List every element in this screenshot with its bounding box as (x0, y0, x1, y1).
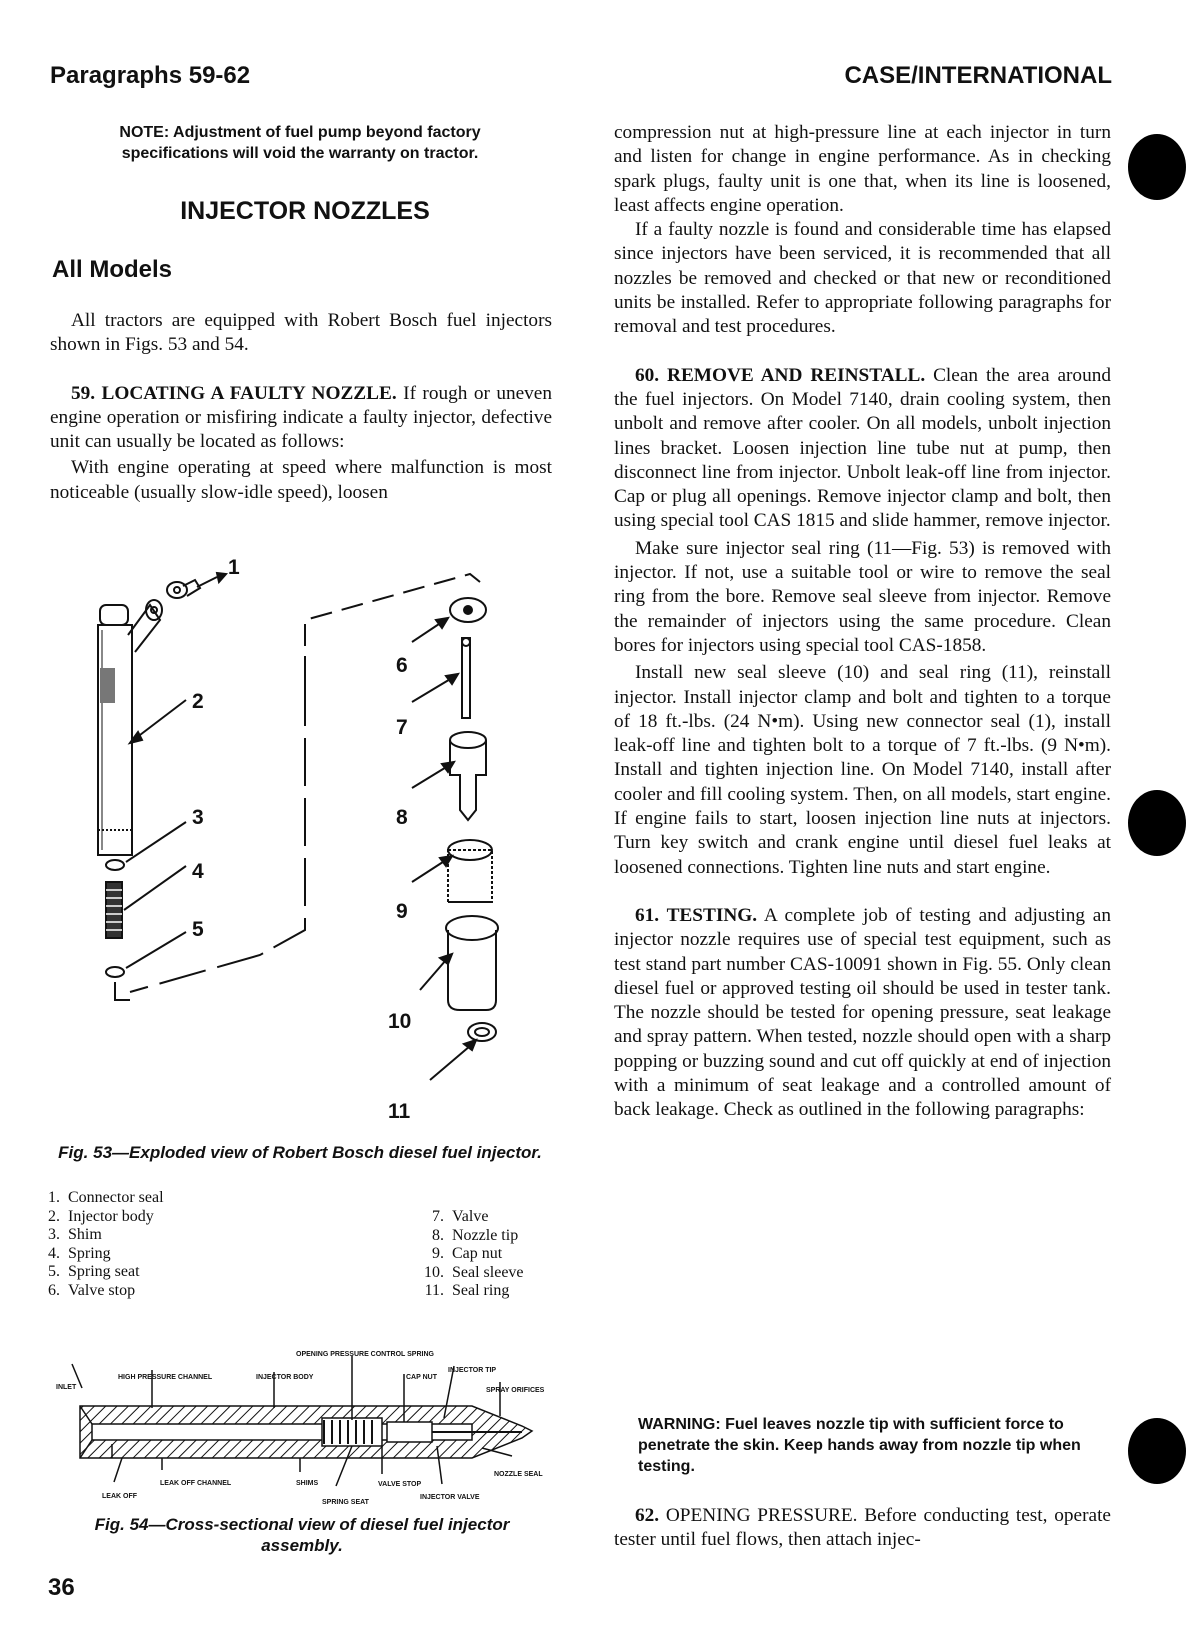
callout-4: 4 (192, 860, 204, 883)
injector-body-part (98, 600, 162, 855)
label-cap-nut: CAP NUT (406, 1374, 437, 1381)
fig53-exploded-drawing (90, 560, 530, 1145)
cap-nut-part (448, 840, 492, 902)
paragraph-59-c: If a faulty nozzle is found and considerable time has elapsed since injectors have been serviced, it is recommended that all nozzles be removed and checked or that new or reconditioned units be installed. Refer to appropriate following paragraphs for removal and test procedures. (614, 219, 1111, 338)
legend-item: 9. Cap nut (432, 1245, 503, 1262)
paragraph-62-body: OPENING PRESSURE. Before conducting test, operate tester until fuel flows, then attach injec- (614, 1505, 1111, 1551)
callout-8: 8 (396, 806, 408, 829)
label-spray-orifices: SPRAY ORIFICES (486, 1387, 545, 1394)
page-number: 36 (48, 1574, 75, 1601)
callout-5: 5 (192, 918, 204, 941)
label-spring-seat: SPRING SEAT (322, 1499, 369, 1506)
label-injector-tip: INJECTOR TIP (448, 1367, 497, 1374)
section-title: INJECTOR NOZZLES (180, 197, 430, 225)
paragraph-61 (614, 904, 1111, 1123)
legend-item: 3. Shim (48, 1226, 102, 1243)
label-inlet: INLET (56, 1384, 77, 1391)
paragraph-60 (614, 364, 1111, 534)
legend-item: 6. Valve stop (48, 1281, 136, 1299)
legend-item: 4. Spring (48, 1244, 111, 1262)
intro-paragraph: All tractors are equipped with Robert Bosch fuel injectors shown in Figs. 53 and 54. (50, 310, 552, 356)
paragraph-61-heading: 61. TESTING. (635, 904, 758, 926)
callout-6: 6 (396, 654, 408, 677)
margin-tab-marker (1128, 1418, 1186, 1484)
label-leak-off: LEAK OFF (102, 1493, 137, 1500)
label-injector-body: INJECTOR BODY (256, 1374, 314, 1381)
margin-tab-marker (1128, 790, 1186, 856)
paragraph-60-heading: 60. REMOVE AND REINSTALL. (635, 364, 926, 386)
callout-7: 7 (396, 716, 408, 739)
paragraph-60-body: Clean the area around the fuel injectors. On Model 7140, drain cooling system, then unbolt and remove after cooler. On all models, unbolt injection lines bracket. Loosen injection line tube nut at pump, then disconnect line from injector. Unbolt leak-off line from injector. Cap or plug all openings. Remove injector clamp and bolt, then using special tool CAS 1815 and slide hammer, remove injector. (614, 364, 1111, 532)
label-injector-valve: INJECTOR VALVE (420, 1494, 480, 1501)
fig54-caption: Fig. 54—Cross-sectional view of diesel fuel injector assembly. (94, 1515, 510, 1555)
label-valve-stop: VALVE STOP (378, 1481, 422, 1488)
paragraph-59-body: If rough or uneven engine operation or misfiring indicate a faulty injector, defective unit can usually be located as follows: (50, 382, 552, 453)
left-column-text (50, 309, 552, 505)
fig53-legend-left (34, 1189, 164, 1300)
callout-10: 10 (388, 1010, 412, 1033)
right-column-text-a (614, 121, 1111, 1123)
page-header-right: CASE/INTERNATIONAL (844, 62, 1112, 89)
paragraph-59 (50, 382, 552, 455)
label-shims: SHIMS (296, 1480, 319, 1487)
margin-tab-marker (1128, 134, 1186, 200)
paragraph-59-continued: compression nut at high-pressure line at each injector in turn and listen for change in engine performance. As in checking spark plugs, faulty unit is one that, when its line is loosened, least affects engine operation. (614, 122, 1111, 216)
label-leak-off-channel: LEAK OFF CHANNEL (160, 1480, 232, 1487)
label-high-pressure: HIGH PRESSURE CHANNEL (118, 1374, 213, 1381)
note (60, 122, 540, 164)
callout-1: 1 (228, 556, 240, 579)
legend-item: 5. Spring seat (48, 1263, 140, 1280)
connector-seal-part (167, 580, 200, 598)
paragraph-59-b: With engine operating at speed where malfunction is most noticeable (usually slow-idle speed), loosen (50, 457, 552, 503)
paragraph-61-body: A complete job of testing and adjusting an injector nozzle requires use of special test equipment, such as test stand part number CAS-10091 shown in Fig. 55. Only clean diesel fuel or approved testing oil should be used in tester tank. The nozzle should be tested for opening pressure, seat leakage and spray pattern. When tested, nozzle should open with a sharp popping or buzzing sound and cut off quickly at end of injection with a minimum of seat leakage and a controlled amount of back leakage. Check as outlined in the following paragraphs: (614, 904, 1111, 1121)
legend-item: 2. Injector body (48, 1207, 154, 1225)
label-opening-spring: OPENING PRESSURE CONTROL SPRING (296, 1351, 434, 1358)
callout-11: 11 (388, 1100, 411, 1123)
callout-9: 9 (396, 900, 408, 923)
seal-sleeve-part (446, 916, 498, 1010)
note-line-1: NOTE: Adjustment of fuel pump beyond factory (119, 124, 481, 141)
legend-item: 11. Seal ring (424, 1282, 510, 1299)
nozzle-tip-part (450, 732, 486, 820)
paragraph-59-heading: 59. LOCATING A FAULTY NOZZLE. (71, 382, 397, 404)
legend-item: 1. Connector seal (48, 1189, 164, 1206)
note-line-2: specifications will void the warranty on tractor. (121, 145, 479, 162)
legend-item: 8. Nozzle tip (432, 1226, 519, 1244)
subsection-title: All Models (52, 256, 173, 283)
fig53-caption: Fig. 53—Exploded view of Robert Bosch diesel fuel injector. (58, 1143, 542, 1162)
page-header-left: Paragraphs 59-62 (50, 62, 251, 89)
paragraph-60-c: Install new seal sleeve (10) and seal ring (11), reinstall injector. Install injector clamp and bolt and tighten to a torque of 18 ft.-lbs. (24 N•m). Using new connector seal (1), install leak-off line and tighten bolt to a torque of 7 ft.-lbs. (9 N•m). Install and tighten injection line. On Model 7140, install after cooler and fill cooling system. Then, on all models, start engine. If engine fails to start, loosen injection line nuts at injectors. Turn key switch and crank engine until diesel fuel leaks at loosened connections. Tighten line nuts and start engine. (614, 662, 1111, 878)
warning: WARNING: Fuel leaves nozzle tip with sufficient force to penetrate the skin. Keep hands away from nozzle tip when testing. (638, 1416, 1081, 1475)
legend-item: 10. Seal sleeve (424, 1263, 524, 1281)
spring-part (106, 882, 122, 938)
paragraph-62 (614, 1504, 1111, 1553)
legend-item: 7. Valve (432, 1208, 489, 1225)
callout-2: 2 (192, 690, 204, 713)
callout-3: 3 (192, 806, 204, 829)
label-nozzle-seal: NOZZLE SEAL (494, 1471, 543, 1478)
paragraph-62-heading: 62. (635, 1505, 660, 1526)
fig53-legend-right (418, 1208, 524, 1301)
paragraph-60-b: Make sure injector seal ring (11—Fig. 53) is removed with injector. If not, use a suitable tool or wire to remove the seal ring from the bore. Remove seal sleeve from injector. Remove the remainder of injectors using the same procedure. Clean bores for injectors using special tool CAS-1858. (614, 537, 1111, 656)
